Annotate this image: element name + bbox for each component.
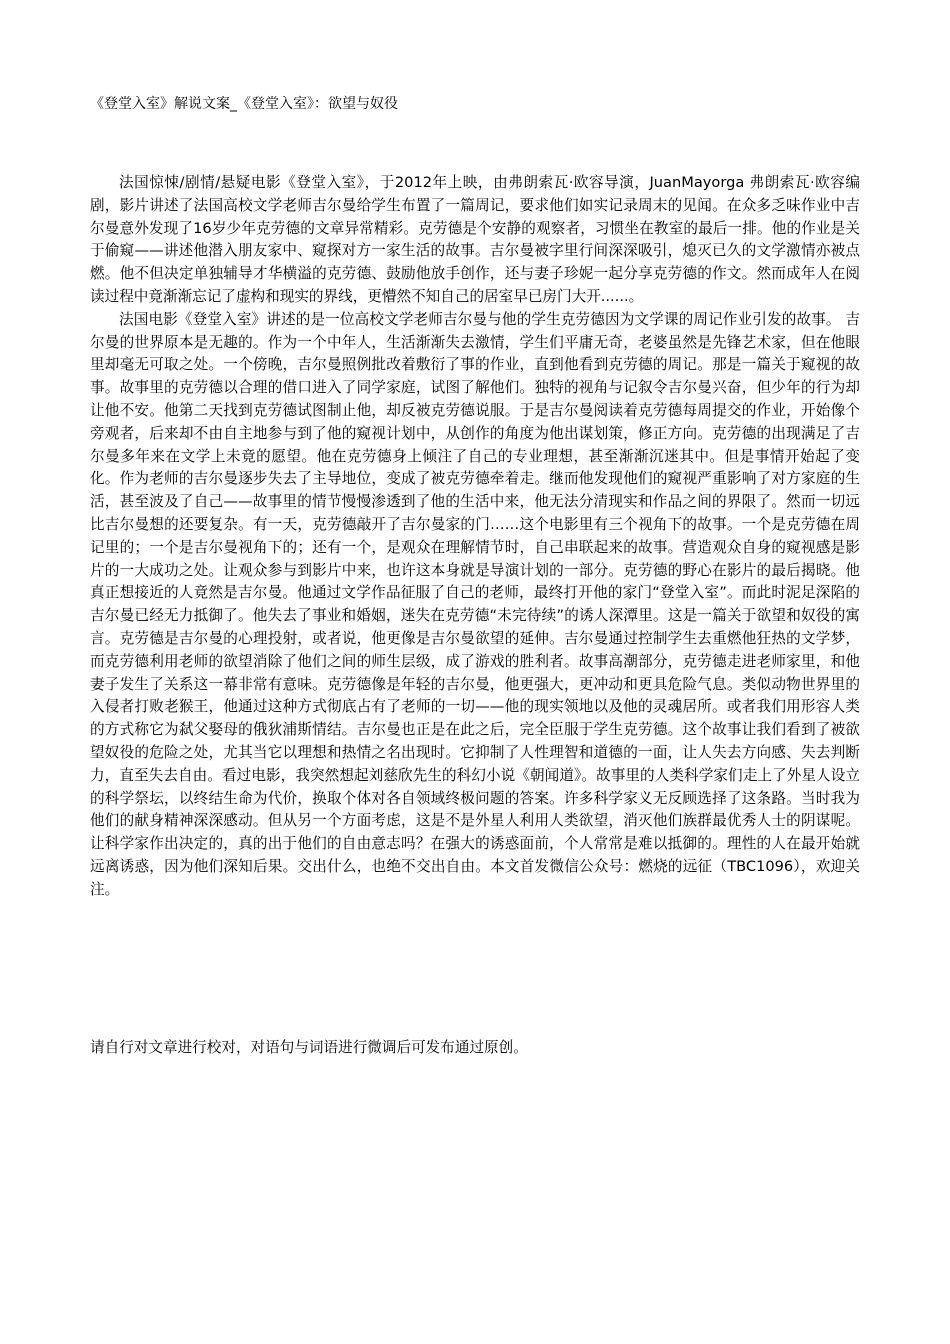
article-paragraph-2: 法国电影《登堂入室》讲述的是一位高校文学老师吉尔曼与他的学生克劳德因为文学课的周记作业引发的故事。 吉尔曼的世界原本是无趣的。作为一个中年人，生活渐渐失去激情，学生们平庸无奇，老婆虽然是先锋艺术家，但在他眼里却毫无可取之处。一个傍晚，吉尔曼照例批改着敷衍了事的作业，直到他看到克劳德的周记。那是一篇关于窥视的故事。故事里的克劳德以合理的借口进入了同学家庭，试图了解他们。独特的视角与记叙令吉尔曼兴奋，但少年的行为却让他不安。他第二天找到克劳德试图制止他，却反被克劳德说服。于是吉尔曼阅读着克劳德每周提交的作业，开始像个旁观者，后来却不由自主地参与到了他的窥视计划中，从创作的角度为他出谋划策，修正方向。克劳德的出现满足了吉尔曼多年来在文学上未竟的愿望。他在克劳德身上倾注了自己的专业理想，甚至渐渐沉迷其中。但是事情开始起了变化。作为老师的吉尔曼逐步失去了主导地位，变成了被克劳德牵着走。继而他发现他们的窥视严重影响了对方家庭的生活，甚至波及了自己——故事里的情节慢慢渗透到了他的生活中来，他无法分清现实和作品之间的界限了。然而一切远比吉尔曼想的还要复杂。有一天，克劳德敲开了吉尔曼家的门……这个电影里有三个视角下的故事。一个是克劳德在周记里的；一个是吉尔曼视角下的；还有一个，是观众在理解情节时，自己串联起来的故事。营造观众自身的窥视感是影片的一大成功之处。让观众参与到影片中来，也许这本身就是导演计划的一部分。克劳德的野心在影片的最后揭晓。他真正想接近的人竟然是吉尔曼。他通过文学作品征服了自己的老师，最终打开他的家门“登堂入室”。而此时泥足深陷的吉尔曼已经无力抵御了。他失去了事业和婚姻，迷失在克劳德“未完待续”的诱人深潭里。这是一篇关于欲望和奴役的寓言。克劳德是吉尔曼的心理投射，或者说，他更像是吉尔曼欲望的延伸。吉尔曼通过控制学生去重燃他狂热的文学梦，而克劳德利用老师的欲望消除了他们之间的师生层级，成了游戏的胜利者。故事高潮部分，克劳德走进老师家里，和他妻子发生了关系这一幕非常有意味。克劳德像是年轻的吉尔曼，他更强大，更冲动和更具危险气息。类似动物世界里的入侵者打败老猴王，他通过这种方式彻底占有了老师的一切——他的现实领地以及他的灵魂居所。或者我们用形容人类的方式称它为弑父娶母的俄狄浦斯情结。吉尔曼也正是在此之后，完全臣服于学生克劳德。这个故事让我们看到了被欲望奴役的危险之处，尤其当它以理想和热情之名出现时。它抑制了人性理智和道德的一面，让人失去方向感、失去判断力，直至失去自由。看过电影，我突然想起刘慈欣先生的科幻小说《朝闻道》。故事里的人类科学家们走上了外星人设立的科学祭坛，以终结生命为代价，换取个体对各自领域终极问题的答案。许多科学家义无反顾选择了这条路。当时我为他们的献身精神深深感动。但从另一个方面考虑，这是不是外星人利用人类欲望，消灭他们族群最优秀人士的阴谋呢。让科学家作出决定的，真的出于他们的自由意志吗？在强大的诱惑面前，个人常常是难以抵御的。理性的人在最开始就远离诱惑，因为他们深知后果。交出什么，也绝不交出自由。本文首发微信公众号：燃烧的远征（TBC1096），欢迎关注。 [90, 310, 860, 898]
proofreading-note: 请自行对文章进行校对，对语句与词语进行微调后可发布通过原创。 [90, 1039, 528, 1056]
article-body [90, 172, 860, 902]
document-title: 《登堂入室》解说文案_《登堂入室》：欲望与奴役 [90, 96, 398, 112]
article-paragraph-1: 法国惊悚/剧情/悬疑电影《登堂入室》，于2012年上映，由弗朗索瓦·欧容导演，JuanMayorga 弗朗索瓦·欧容编剧，影片讲述了法国高校文学老师吉尔曼给学生布置了一篇周记，要求他们如实记录周末的见闻。在众多乏味作业中吉尔曼意外发现了16岁少年克劳德的文章异常精彩。克劳德是个安静的观察者，习惯坐在教室的最后一排。他的作业是关于偷窥——讲述他潜入朋友家中、窥探对方一家生活的故事。吉尔曼被字里行间深深吸引，熄灭已久的文学激情亦被点燃。他不但决定单独辅导才华横溢的克劳德、鼓励他放手创作，还与妻子珍妮一起分享克劳德的作文。然而成年人在阅读过程中竟渐渐忘记了虚构和现实的界线，更懵然不知自己的居室早已房门大开......。 [90, 174, 860, 305]
